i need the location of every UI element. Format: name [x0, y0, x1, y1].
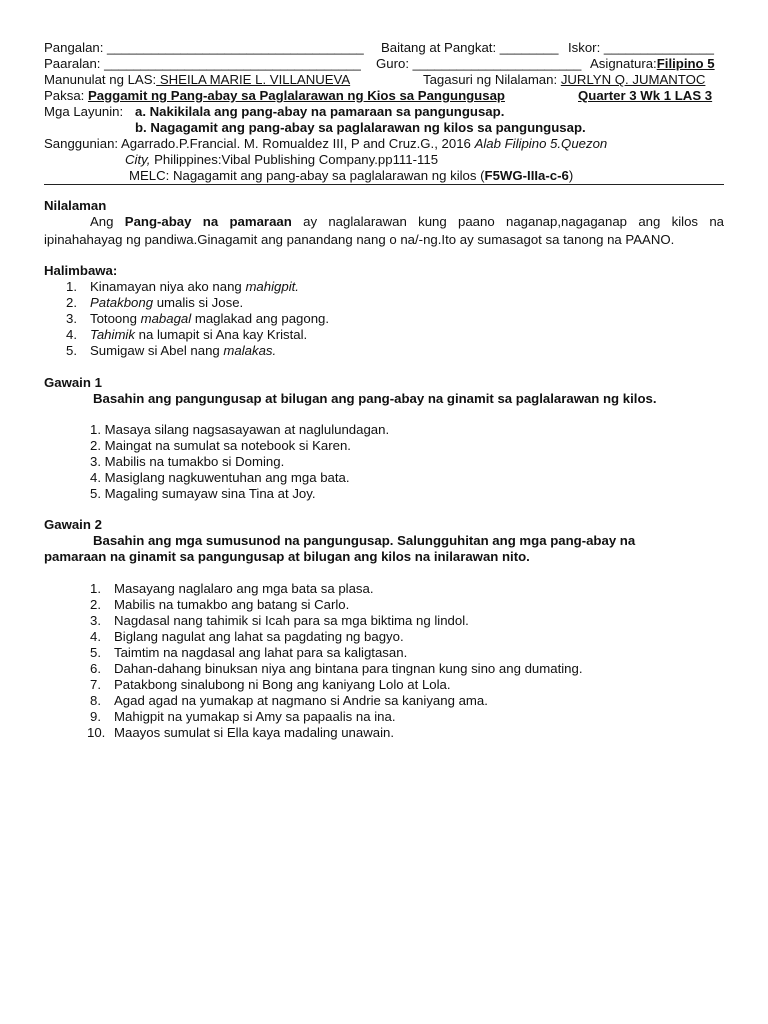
- example-text: Kinamayan niya ako nang: [90, 279, 246, 294]
- list-item: Agad agad na yumakap at nagmano si Andrie sa kaniyang ama.: [114, 693, 488, 708]
- sanggunian-book: Alab Filipino 5.Quezon: [474, 136, 608, 151]
- tagasuri-label: Tagasuri ng Nilalaman:: [423, 72, 561, 87]
- list-item: Taimtim na nagdasal ang lahat para sa kaligtasan.: [114, 645, 408, 660]
- halimbawa-title: Halimbawa:: [44, 263, 118, 278]
- gawain1-title: Gawain 1: [44, 375, 102, 390]
- tagasuri-value: JURLYN Q. JUMANTOC: [560, 72, 706, 87]
- paksa-label: Paksa:: [44, 88, 88, 103]
- list-item: Maayos sumulat si Ella kaya madaling unawain.: [114, 725, 395, 740]
- melc-text: MELC: Nagagamit ang pang-abay sa paglalarawan ng kilos (: [129, 168, 485, 183]
- list-item: [90, 327, 307, 343]
- list-item-number: 5.: [66, 343, 77, 358]
- list-item-number: 9.: [90, 709, 101, 724]
- example-adverb: mahigpit.: [245, 279, 299, 294]
- baitang-field[interactable]: Baitang at Pangkat: ________: [381, 40, 559, 55]
- example-text: Totoong: [90, 311, 141, 326]
- nilalaman-paragraph-line1: [90, 214, 724, 230]
- asignatura-label: Asignatura:: [590, 56, 657, 71]
- layunin-a: a. Nakikilala ang pang-abay na pamaraan sa pangungusap.: [135, 104, 505, 119]
- manunulat-value: SHEILA MARIE L. VILLANUEVA: [156, 72, 351, 87]
- list-item: 2. Maingat na sumulat sa notebook si Karen.: [90, 438, 351, 453]
- list-item-number: 1.: [66, 279, 77, 294]
- list-item: [90, 311, 329, 327]
- list-item: Masayang naglalaro ang mga bata sa plasa.: [114, 581, 374, 596]
- gawain2-title: Gawain 2: [44, 517, 102, 532]
- paksa: [44, 88, 505, 104]
- example-text-rest: na lumapit si Ana kay Kristal.: [134, 327, 308, 342]
- nilalaman-paragraph-line2: ipinahahayag ng pandiwa.Ginagamit ang panandang nang o na/-ng.Ito ay sumasagot sa tanong na PAANO.: [44, 232, 675, 247]
- list-item: Patakbong sinalubong ni Bong ang kaniyang Lolo at Lola.: [114, 677, 451, 692]
- list-item: 3. Mabilis na tumakbo si Doming.: [90, 454, 285, 469]
- nilalaman-p1-start: Ang: [90, 214, 125, 229]
- paaralan-field[interactable]: Paaralan: ___________________________________: [44, 56, 361, 71]
- quarter-label: Quarter 3 Wk 1 LAS 3: [578, 88, 713, 103]
- melc-close: ): [568, 168, 574, 183]
- example-adverb: Patakbong: [90, 295, 154, 310]
- sanggunian-line1: [44, 136, 607, 152]
- nilalaman-title: Nilalaman: [44, 198, 107, 213]
- example-text-rest: maglakad ang pagong.: [191, 311, 330, 326]
- list-item-number: 2.: [90, 597, 101, 612]
- list-item-number: 2.: [66, 295, 77, 310]
- list-item: 5. Magaling sumayaw sina Tina at Joy.: [90, 486, 316, 501]
- manunulat-label: Manunulat ng LAS:: [44, 72, 157, 87]
- list-item: Mabilis na tumakbo ang batang si Carlo.: [114, 597, 350, 612]
- list-item-number: 3.: [66, 311, 77, 326]
- list-item-number: 1.: [90, 581, 101, 596]
- example-adverb: mabagal: [140, 311, 192, 326]
- guro-field[interactable]: Guro: _______________________: [376, 56, 582, 71]
- nilalaman-p1-rest: ay naglalarawan kung paano naganap,nagaganap ang kilos na: [291, 214, 724, 229]
- list-item-number: 5.: [90, 645, 101, 660]
- paksa-value: Paggamit ng Pang-abay sa Paglalarawan ng Kios sa Pangungusap: [87, 88, 505, 103]
- melc: [129, 168, 573, 184]
- list-item-number: 4.: [66, 327, 77, 342]
- asignatura: [590, 56, 715, 72]
- pangalan-field[interactable]: Pangalan: ___________________________________: [44, 40, 364, 55]
- list-item: Nagdasal nang tahimik si Icah para sa mga biktima ng lindol.: [114, 613, 469, 628]
- list-item-number: 6.: [90, 661, 101, 676]
- sanggunian-publisher: Philippines:Vibal Publishing Company.pp111-115: [150, 152, 439, 167]
- tagasuri: [423, 72, 705, 88]
- list-item-number: 10.: [87, 725, 106, 740]
- iskor-field[interactable]: Iskor: _______________: [568, 40, 714, 55]
- list-item: Dahan-dahang binuksan niya ang bintana para tingnan kung sino ang dumating.: [114, 661, 583, 676]
- list-item-number: 4.: [90, 629, 101, 644]
- list-item: [90, 343, 276, 359]
- example-adverb: malakas.: [223, 343, 277, 358]
- header-divider: [44, 184, 724, 185]
- list-item-number: 3.: [90, 613, 101, 628]
- list-item: [90, 279, 299, 295]
- example-text-rest: umalis si Jose.: [153, 295, 244, 310]
- list-item: 1. Masaya silang nagsasayawan at naglulundagan.: [90, 422, 390, 437]
- manunulat: [44, 72, 350, 88]
- gawain1-instruction: Basahin ang pangungusap at bilugan ang pang-abay na ginamit sa paglalarawan ng kilos.: [93, 391, 657, 406]
- example-text: Sumigaw si Abel nang: [90, 343, 224, 358]
- list-item: Mahigpit na yumakap si Amy sa papaalis na ina.: [114, 709, 396, 724]
- asignatura-value: Filipino 5: [656, 56, 715, 71]
- sanggunian-city: City,: [125, 152, 151, 167]
- list-item: [90, 295, 243, 311]
- layunin-b: b. Nagagamit ang pang-abay sa paglalarawan ng kilos sa pangungusap.: [135, 120, 586, 135]
- list-item: Biglang nagulat ang lahat sa pagdating ng bagyo.: [114, 629, 404, 644]
- gawain2-instruction-line2: pamaraan na ginamit sa pangungusap at bilugan ang kilos na inilarawan nito.: [44, 549, 530, 564]
- nilalaman-term: Pang-abay na pamaraan: [124, 214, 292, 229]
- gawain2-instruction-line1: Basahin ang mga sumusunod na pangungusap. Salungguhitan ang mga pang-abay na: [93, 533, 636, 548]
- example-adverb: Tahimik: [90, 327, 135, 342]
- sanggunian-line2: [125, 152, 438, 168]
- list-item-number: 8.: [90, 693, 101, 708]
- layunin-label: Mga Layunin:: [44, 104, 124, 119]
- list-item-number: 7.: [90, 677, 101, 692]
- list-item: 4. Masiglang nagkuwentuhan ang mga bata.: [90, 470, 350, 485]
- sanggunian-text: Sanggunian: Agarrado.P.Francial. M. Romualdez III, P and Cruz.G., 2016: [44, 136, 475, 151]
- melc-code: F5WG-IIIa-c-6: [484, 168, 569, 183]
